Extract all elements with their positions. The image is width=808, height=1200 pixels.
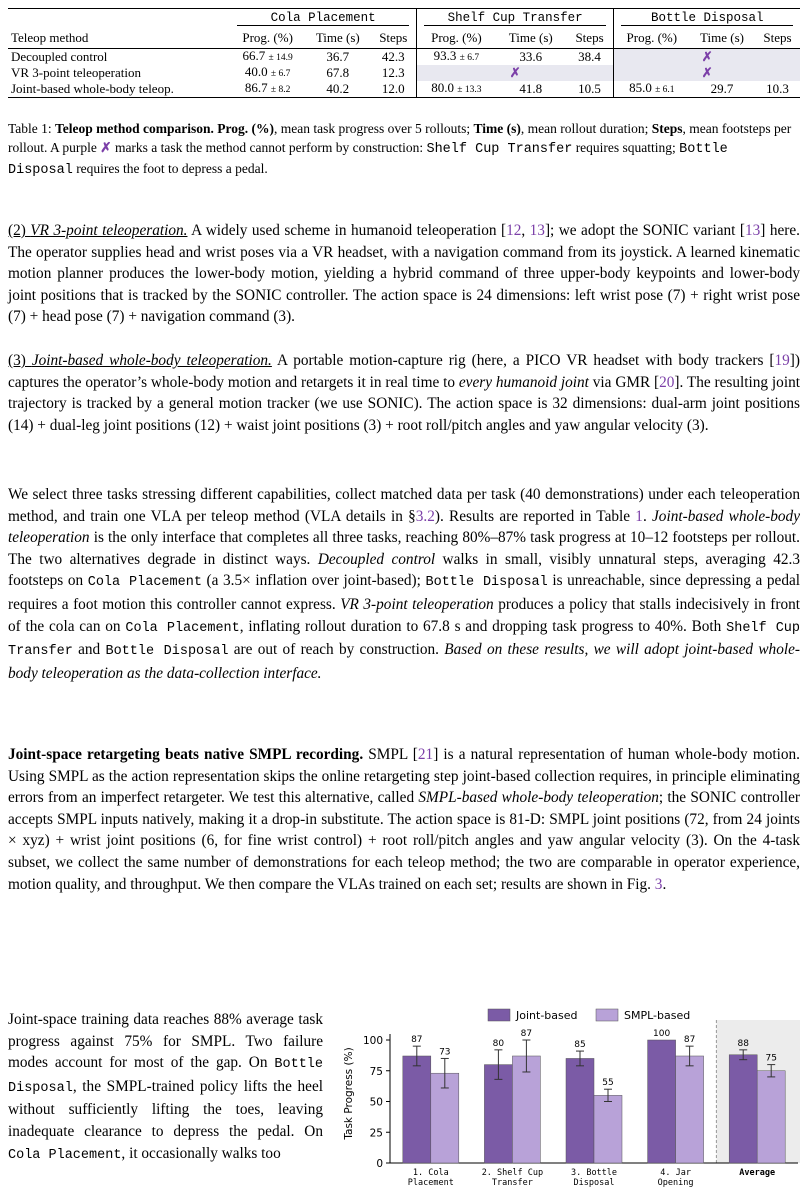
value-cell: 80.0 ± 13.3 (416, 81, 496, 98)
x-tick-label: 1. Cola (412, 1168, 449, 1178)
citation-link[interactable]: 20 (659, 373, 675, 391)
y-tick-label: 50 (369, 1096, 383, 1109)
col-header: Steps (371, 28, 417, 49)
method-cell: Decoupled control (11, 49, 108, 64)
cross-mark-icon: ✗ (100, 140, 112, 155)
y-axis-label: Task Progress (%) (343, 1047, 355, 1140)
task-progress-chart (328, 1003, 808, 1200)
citation-link[interactable]: 13 (529, 222, 545, 239)
x-tick-label: Placement (407, 1178, 454, 1188)
bar-smpl (757, 1071, 785, 1163)
value-cell: 66.7 ± 14.9 (242, 48, 293, 63)
value-cell: 10.3 (755, 81, 800, 98)
value-cell: 10.5 (566, 81, 614, 98)
value-cell: 12.0 (371, 81, 417, 98)
citation-link[interactable]: 12 (506, 222, 522, 239)
not-possible-cell (614, 65, 800, 81)
cross-mark-icon: ✗ (509, 65, 521, 80)
col-header: Time (s) (689, 28, 755, 49)
value-cell: 40.0 ± 6.7 (244, 64, 291, 79)
paragraph-results: We select three tasks stressing different capabilities, collect matched data per task (40 demonstrations) under each teleoperation method, and train one VLA per teleop method (VLA details in §3.2). Results are reported in Table 1. Joint-based whole-body teleoperation is the only interface that completes all three tasks, reaching 80%–87% task progress at 10–12 footsteps per rollout. The two alternatives degrade in distinct ways. Decoupled control walks in small, visibly unnatural steps, averaging 42.3 footsteps on Cola Placement (a 3.5× inflation over joint-based); Bottle Disposal is unreachable, since depressing a pedal requires a foot motion this controller cannot express. VR 3-point teleoperation produces a policy that stalls indecisively in front of the cola can on Cola Placement, inflating rollout duration to 67.8 s and dropping task progress to 40%. Both Shelf Cup Transfer and Bottle Disposal are out of reach by construction. Based on these results, we will adopt joint-based whole-body teleoperation as the data-collection interface. (8, 486, 801, 682)
value-cell: 12.3 (381, 65, 405, 80)
data-label: 88 (737, 1038, 749, 1049)
group-cola: Cola Placement (230, 9, 416, 29)
col-header: Prog. (%) (614, 28, 689, 49)
x-tick-label: 2. Shelf Cup (481, 1168, 544, 1178)
col-header: Prog. (%) (416, 28, 496, 49)
method-cell: VR 3-point teleoperation (11, 65, 141, 80)
y-tick-label: 100 (362, 1035, 383, 1047)
legend-label: Joint-based (516, 1009, 578, 1022)
data-label: 75 (765, 1053, 777, 1064)
not-possible-cell (416, 65, 614, 81)
x-tick-label: 3. Bottle (570, 1168, 618, 1178)
cross-mark-icon: ✗ (701, 65, 713, 80)
value-cell: 38.4 (578, 49, 601, 64)
value-cell: 33.6 (519, 49, 543, 64)
x-tick-label: Disposal (573, 1178, 615, 1188)
x-tick-label: 4. Jar (660, 1168, 691, 1178)
table-row (8, 81, 800, 98)
figure-ref-link[interactable]: 3 (654, 875, 663, 893)
col-header: Time (s) (305, 28, 371, 49)
data-label: 100 (653, 1029, 671, 1039)
bar-joint (729, 1055, 757, 1163)
group-bottle: Bottle Disposal (614, 9, 800, 29)
bar-smpl (676, 1056, 704, 1163)
paragraph-failure-modes: Joint-space training data reaches 88% average task progress against 75% for SMPL. Two failure modes account for most of the gap. On Bottle Disposal, the SMPL-trained policy lifts the heel without sufficiently lifting the toes, leaving inadequate clearance to depress the pedal. On Cola Placement, it occasionally walks too (8, 1011, 323, 1163)
table-ref-link[interactable]: 1 (635, 507, 643, 525)
x-tick-label: Average (739, 1168, 776, 1178)
data-label: 80 (492, 1038, 505, 1049)
legend-label: SMPL-based (624, 1009, 691, 1022)
paragraph-vr-teleop: (2) VR 3-point teleoperation. A widely used scheme in humanoid teleoperation [12, 13]; we adopt the SONIC variant [13] here. The operator supplies head and wrist poses via a VR headset, with a navigation command from its joystick. A learned kinematic motion planner produces the lower-body motion, yielding a hybrid command of three upper-body keypoints and lower-body joint positions that is tracked by the SONIC controller. The action space is 24 dimensions: left wrist pose (7) + right wrist pose (7) + head pose (7) + navigation command (3). (8, 222, 800, 326)
col-header: Prog. (%) (230, 28, 304, 49)
value-cell: 41.8 (496, 81, 566, 98)
y-tick-label: 75 (369, 1065, 383, 1078)
data-label: 87 (411, 1035, 423, 1046)
teleop-comparison-table (8, 8, 800, 98)
col-header: Time (s) (496, 28, 566, 49)
paragraph-heading: VR 3-point teleoperation. (30, 222, 188, 239)
col-header: Steps (566, 28, 614, 49)
data-label: 73 (439, 1047, 451, 1058)
group-shelf: Shelf Cup Transfer (416, 9, 614, 29)
method-header: Teleop method (8, 28, 230, 49)
empty-group-cell (8, 9, 230, 29)
table-row (8, 65, 800, 81)
not-possible-cell (614, 49, 800, 66)
value-cell: 29.7 (689, 81, 755, 98)
col-header: Steps (755, 28, 800, 49)
data-label: 55 (602, 1078, 614, 1089)
y-tick-label: 0 (376, 1158, 383, 1170)
value-cell: 85.0 ± 6.1 (614, 81, 689, 98)
citation-link[interactable]: 21 (417, 746, 434, 763)
value-cell: 40.2 (305, 81, 371, 98)
paragraph-heading: Joint-based whole-body teleoperation. (31, 352, 272, 369)
bar-smpl (594, 1095, 622, 1163)
value-cell: 42.3 (381, 49, 405, 64)
value-cell: 36.7 (326, 49, 350, 64)
y-tick-label: 25 (369, 1127, 383, 1140)
value-cell: 86.7 ± 8.2 (230, 81, 304, 98)
citation-link[interactable]: 19 (774, 352, 790, 369)
section-ref-link[interactable]: 3.2 (415, 507, 435, 525)
bar-joint (566, 1058, 594, 1163)
x-tick-label: Transfer (491, 1178, 533, 1188)
legend-swatch (596, 1009, 618, 1021)
cross-mark-icon: ✗ (701, 49, 713, 64)
chart-svg (328, 1003, 808, 1200)
value-cell: 67.8 (326, 65, 350, 80)
data-label: 85 (574, 1040, 586, 1051)
value-cell: 93.3 ± 6.7 (416, 49, 496, 66)
legend-swatch (488, 1009, 510, 1021)
x-tick-label: Opening (657, 1178, 694, 1188)
method-cell: Joint-based whole-body teleop. (8, 81, 230, 98)
paragraph-smpl: Joint-space retargeting beats native SMPL recording. SMPL [21] is a natural representation of human whole-body motion. Using SMPL as the action representation skips the online retargeting step joint-based collection requires, in principle eliminating errors from an imperfect retargeter. We test this alternative, called SMPL-based whole-body teleoperation; the SONIC controller accepts SMPL inputs natively, making it a drop-in substitute. The action space is 81-D: SMPL joint positions (72, from 24 joints × xyz) + wrist joint positions (6, for fine wrist control) + root roll/pitch angles and yaw angular velocity (3). On the 4-task subset, we collect the same number of demonstrations for each teleop method; the two are comparable in operator experience, motion quality, and throughput. We then compare the VLAs trained on each set; results are shown in Fig. 3. (8, 746, 800, 893)
table-row (8, 49, 800, 66)
paragraph-joint-teleop: (3) Joint-based whole-body teleoperation. A portable motion-capture rig (here, a PICO VR headset with body trackers [19]) captures the operator’s whole-body motion and retargets it in real time to every humanoid joint via GMR [20]. The resulting joint trajectory is tracked by a general motion tracker (we use SONIC). The action space is 32 dimensions: dual-arm joint positions (14) + dual-leg joint positions (12) + waist joint positions (3) + root roll/pitch angles and yaw angular velocity (3). (8, 352, 800, 434)
bar-joint (403, 1056, 431, 1163)
table-caption: Table 1: Teleop method comparison. Prog. (%), mean task progress over 5 rollouts; Time (s), mean rollout duration; Steps, mean footsteps per rollout. A purple ✗ marks a task the method cannot perform by construction: Shelf Cup Transfer requires squatting; Bottle Disposal requires the foot to depress a pedal. (8, 121, 792, 178)
paragraph-heading: Joint-space retargeting beats native SMPL recording. (8, 746, 364, 763)
citation-link[interactable]: 13 (745, 222, 761, 239)
data-label: 87 (520, 1029, 533, 1039)
data-label: 87 (683, 1035, 696, 1046)
bar-joint (648, 1040, 676, 1163)
